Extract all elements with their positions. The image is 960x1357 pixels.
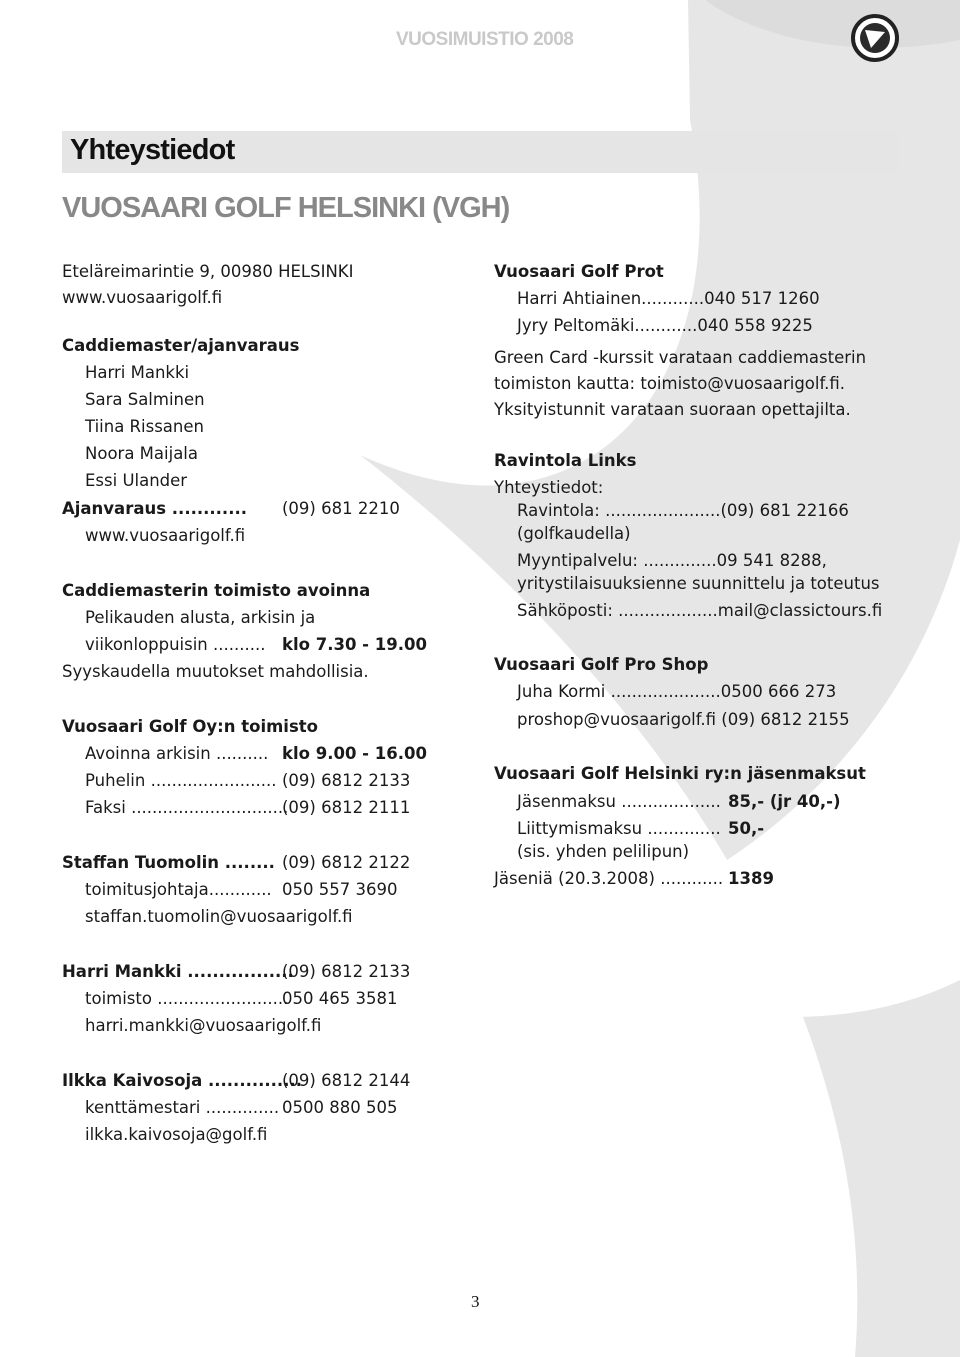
contact-email-link[interactable]: ilkka.kaivosoja@golf.fi — [85, 1125, 268, 1144]
office-hours-value: klo 7.30 - 19.00 — [282, 635, 427, 654]
office-hours-label: viikonloppuisin .......... — [85, 635, 266, 654]
golf-flag-icon — [851, 14, 899, 62]
restaurant-line: (golfkaudella) — [517, 524, 631, 543]
office-phone-label: Puhelin ........................ — [85, 771, 277, 790]
fee-label: Liittymismaksu .............. — [517, 819, 721, 838]
caddiemaster-heading: Caddiemaster/ajanvaraus — [62, 336, 300, 355]
restaurant-heading: Ravintola Links — [494, 451, 637, 470]
caddiemaster-name: Sara Salminen — [85, 390, 205, 409]
shop-line: proshop@vuosaarigolf.fi (09) 6812 2155 — [517, 710, 850, 729]
members-label: Jäseniä (20.3.2008) ............ — [494, 869, 724, 888]
caddiemaster-name: Harri Mankki — [85, 363, 190, 382]
restaurant-line: Ravintola: ......................(09) 681 22166 — [517, 501, 849, 520]
restaurant-line: Myyntipalvelu: ..............09 541 8288, — [517, 551, 827, 570]
restaurant-line: yritystilaisuuksienne suunnittelu ja toteutus — [517, 574, 880, 593]
contact-mobile: 050 465 3581 — [282, 989, 398, 1008]
contact-phone: (09) 6812 2133 — [282, 962, 411, 981]
office-hours-line: Pelikauden alusta, arkisin ja — [85, 608, 316, 627]
fee-note: (sis. yhden pelilipun) — [517, 842, 690, 861]
shop-heading: Vuosaari Golf Pro Shop — [494, 655, 709, 674]
fee-value: 85,- (jr 40,-) — [728, 792, 841, 811]
booking-website-link[interactable]: www.vuosaarigolf.fi — [85, 526, 246, 545]
pros-heading: Vuosaari Golf Prot — [494, 262, 664, 281]
address: Eteläreimarintie 9, 00980 HELSINKI — [62, 262, 354, 281]
contact-role: kenttämestari .............. — [85, 1098, 280, 1117]
website-link[interactable]: www.vuosaarigolf.fi — [62, 288, 223, 307]
office-open-label: Avoinna arkisin .......... — [85, 744, 269, 763]
office-fax-label: Faksi .............................. — [85, 798, 289, 817]
pros-text: toimiston kautta: toimisto@vuosaarigolf.fi. — [494, 374, 845, 393]
club-title: VUOSAARI GOLF HELSINKI (VGH) — [62, 192, 510, 224]
contact-email-link[interactable]: staffan.tuomolin@vuosaarigolf.fi — [85, 907, 353, 926]
caddiemaster-name: Tiina Rissanen — [85, 417, 204, 436]
booking-phone: (09) 681 2210 — [282, 499, 400, 518]
restaurant-contact-label: Yhteystiedot: — [494, 478, 604, 497]
contact-role: toimitusjohtaja............ — [85, 880, 272, 899]
pro-contact: Harri Ahtiainen............040 517 1260 — [517, 289, 820, 308]
fee-label: Jäsenmaksu ................... — [517, 792, 721, 811]
office-fax-value: (09) 6812 2111 — [282, 798, 411, 817]
contact-role: toimisto ......................... — [85, 989, 289, 1008]
contact-phone: (09) 6812 2122 — [282, 853, 411, 872]
fees-heading: Vuosaari Golf Helsinki ry:n jäsenmaksut — [494, 764, 866, 783]
contact-name: Staffan Tuomolin ........ — [62, 853, 275, 872]
contact-name: Harri Mankki ................. — [62, 962, 294, 981]
office-phone-value: (09) 6812 2133 — [282, 771, 411, 790]
booking-label: Ajanvaraus ............ — [62, 499, 247, 518]
members-value: 1389 — [728, 869, 774, 888]
caddiemaster-name: Noora Maijala — [85, 444, 198, 463]
header-title: VUOSIMUISTIO 2008 — [396, 29, 574, 50]
office-open-value: klo 9.00 - 16.00 — [282, 744, 427, 763]
office-hours-note: Syyskaudella muutokset mahdollisia. — [62, 662, 369, 681]
contact-mobile: 0500 880 505 — [282, 1098, 398, 1117]
pro-contact: Jyry Peltomäki............040 558 9225 — [517, 316, 813, 335]
restaurant-line: Sähköposti: ...................mail@classictours.fi — [517, 601, 883, 620]
fee-value: 50,- — [728, 819, 765, 838]
office-heading: Vuosaari Golf Oy:n toimisto — [62, 717, 318, 736]
pros-text: Yksityistunnit varataan suoraan opettajilta. — [494, 400, 851, 419]
caddiemaster-name: Essi Ulander — [85, 471, 188, 490]
contact-phone: (09) 6812 2144 — [282, 1071, 411, 1090]
contact-email-link[interactable]: harri.mankki@vuosaarigolf.fi — [85, 1016, 322, 1035]
contact-mobile: 050 557 3690 — [282, 880, 398, 899]
shop-line: Juha Kormi .....................0500 666 273 — [517, 682, 837, 701]
page-number: 3 — [471, 1292, 480, 1311]
contact-name: Ilkka Kaivosoja ............... — [62, 1071, 302, 1090]
pros-text: Green Card -kurssit varataan caddiemasterin — [494, 348, 867, 367]
office-hours-heading: Caddiemasterin toimisto avoinna — [62, 581, 371, 600]
page-title: Yhteystiedot — [70, 134, 235, 166]
